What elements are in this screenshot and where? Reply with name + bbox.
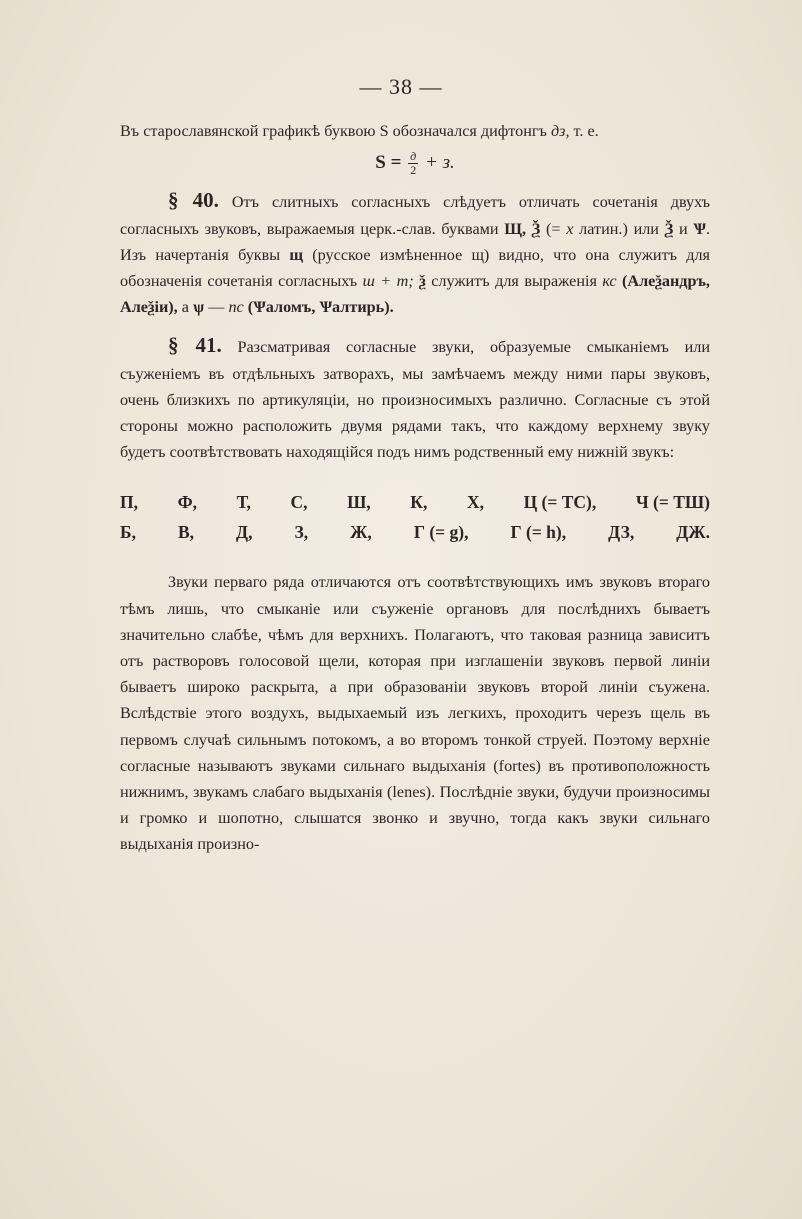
sec40-italic: ш + т;	[362, 271, 414, 290]
consonant: Ц (= ТС),	[523, 492, 597, 513]
consonant: Ч (= ТШ)	[635, 492, 710, 513]
sec40-text: служитъ для выраженія	[425, 271, 603, 290]
sec40-bold: (Ѱаломъ, Ѱалтирь).	[243, 298, 394, 317]
fraction-denominator: 2	[410, 163, 417, 178]
sec40-text: и	[673, 219, 694, 238]
intro-italic: дз,	[550, 122, 570, 140]
consonant: В,	[177, 522, 195, 543]
page-number: — 38 —	[359, 74, 443, 99]
consonant: С,	[290, 492, 308, 513]
paragraph-voicing: Звуки перваго ряда отличаются отъ соотвѣтствующихъ имъ звуковъ втораго тѣмъ лишь, что смыканіе или съуженіе органовъ для послѣднихъ бываетъ значительно слабѣе, чѣмъ для верхнихъ. Полагаютъ, что таковая разница зависитъ отъ растворовъ голосовой щели, которая при изглашеніи звуковъ первой линіи бываетъ широко раскрыта, а при образованіи звуковъ второй линіи съужена. Вслѣдствіе этого воздухъ, выдыхаемый изъ легкихъ, проходитъ черезъ щель въ первомъ случаѣ сильнымъ потокомъ, а во второмъ тонкой струей. Поэтому верхніе согласные называютъ звуками сильнаго выдыханія (fortes) въ противоположность нижнимъ, звукамъ слабаго выдыханія (lenes). Послѣдніе звуки, будучи произносимы и громко и шопотно, слышатся звонко и звучно, тогда какъ звуки сильнаго выдыханія произно-	[120, 573, 710, 854]
sec40-italic: пс	[228, 298, 244, 317]
sec40-text: Отъ слитныхъ согласныхъ слѣдуетъ отличать сочетанія двухъ согласныхъ звуковъ, выражаемыя церк.-слав. буквами	[120, 193, 710, 238]
consonant: Ф,	[177, 492, 197, 513]
consonant: Г (= h),	[510, 522, 567, 543]
formula-fraction	[408, 150, 418, 177]
consonant: Г (= g),	[413, 522, 469, 543]
section-40-mark: § 40.	[168, 188, 219, 213]
consonant-row-bottom	[120, 517, 710, 547]
sec40-glyph: щ	[289, 245, 304, 264]
section-41-text: Разсматривая согласные звуки, образуемые смыканіемъ или съуженіемъ въ отдѣльныхъ затворахъ, мы замѣчаемъ между ними пары звуковъ, очень близкихъ по артикуляціи, но произносимыхъ различно. Согласные съ этой стороны можно расположить двумя рядами такъ, что каждому верхнему звуку будетъ соотвѣтствовать находящійся подъ нимъ родственный ему нижній звукъ:	[120, 338, 710, 462]
sec40-text: (русское измѣненное щ) видно, что она служитъ для обозначенія сочетанія согласныхъ	[120, 245, 710, 290]
fraction-numerator: д	[410, 149, 417, 164]
sec40-text: латин.) или	[573, 219, 665, 238]
consonant: Д,	[236, 522, 253, 543]
sec40-glyph: Щ, Ѯ	[504, 219, 541, 238]
consonant: ДЗ,	[608, 522, 635, 543]
formula-lhs: S =	[375, 152, 402, 174]
page-body	[120, 118, 710, 858]
consonant: Ж,	[350, 522, 372, 543]
formula	[120, 150, 710, 177]
consonant-row-top	[120, 487, 710, 517]
section-41	[120, 332, 710, 465]
sec40-italic: x	[566, 219, 574, 238]
sec40-text: а	[177, 298, 194, 317]
consonant: З,	[294, 522, 309, 543]
sec40-glyph: Ѱ	[693, 219, 706, 238]
sec40-text: (=	[540, 219, 567, 238]
sec40-italic: кс	[602, 271, 617, 290]
consonant-pairs	[120, 487, 710, 547]
sec40-bold: (Алеѯандръ, Алеѯіи),	[120, 271, 710, 317]
consonant: П,	[120, 492, 138, 513]
formula-rhs: + з.	[425, 152, 455, 174]
consonant: ДЖ.	[676, 522, 710, 543]
consonant: Х,	[466, 492, 484, 513]
consonant: Ш,	[347, 492, 371, 513]
consonant: Б,	[120, 522, 136, 543]
sec40-glyph: Ѯ	[664, 219, 674, 238]
paragraph-intro	[120, 118, 710, 144]
sec40-text: . Изъ начертанія буквы	[120, 219, 710, 264]
section-41-mark: § 41.	[168, 333, 222, 358]
intro-text-end: т. е.	[569, 122, 599, 140]
consonant: Т,	[236, 492, 251, 513]
sec40-glyph: ѯ	[413, 271, 426, 290]
intro-text: Въ старославянской графикѣ буквою S обозначался дифтонгъ	[120, 122, 547, 140]
consonant: К,	[410, 492, 428, 513]
sec40-glyph: ѱ	[193, 298, 205, 317]
section-40	[120, 187, 710, 320]
sec40-text: —	[204, 298, 229, 317]
